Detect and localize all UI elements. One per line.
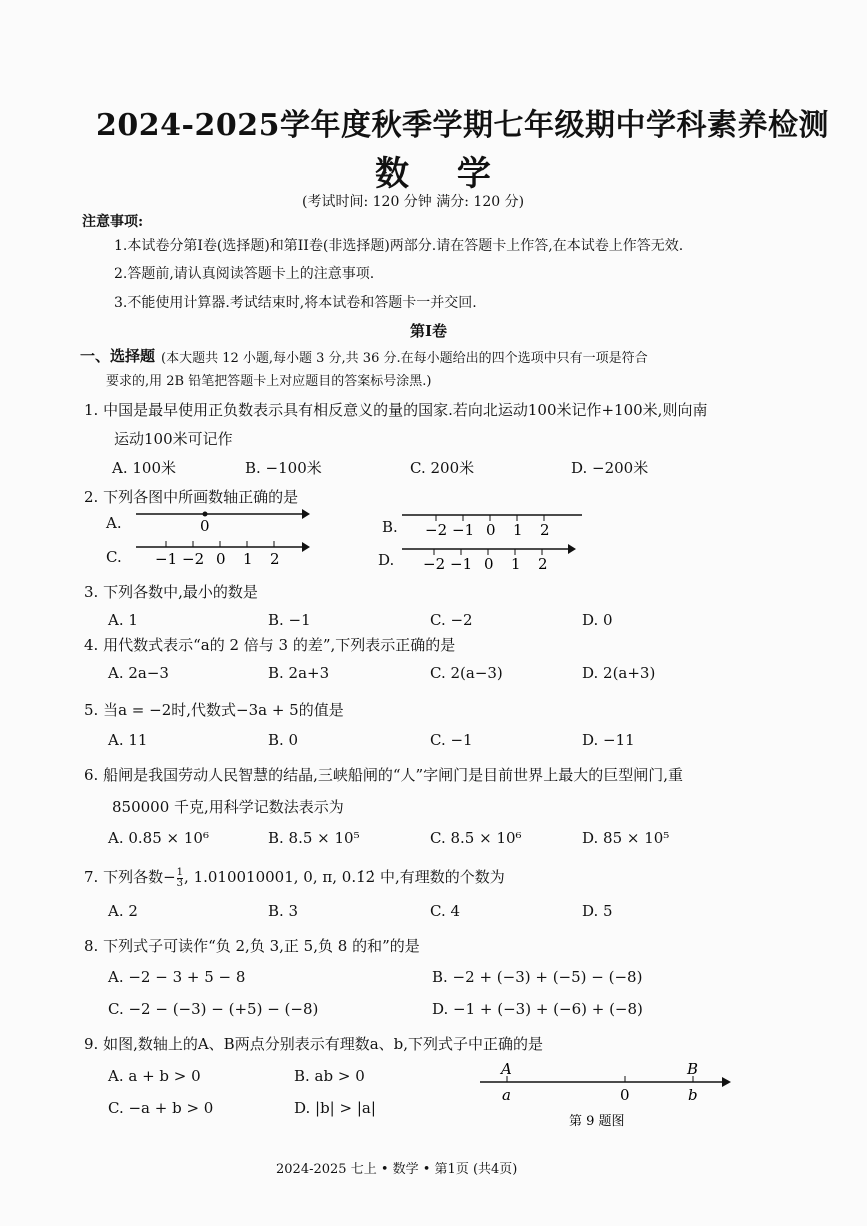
q2-c-tick-2: −2 xyxy=(182,550,205,568)
q2-a-tick-0: 0 xyxy=(200,517,210,535)
q4-option-a: A. 2a−3 xyxy=(108,664,169,682)
q7-stem xyxy=(84,866,505,889)
q2-axis-a xyxy=(136,509,310,535)
q7-frac-den: 3 xyxy=(176,877,184,889)
section-desc-line2: 要求的,用 2B 铅笔把答题卡上对应题目的答案标号涂黑.) xyxy=(106,374,432,389)
q9-option-c: C. −a + b > 0 xyxy=(108,1099,214,1117)
q4-option-d: D. 2(a+3) xyxy=(582,664,656,682)
q2-b-tick-1: −2 xyxy=(425,521,448,539)
q4-stem: 4. 用代数式表示“a的 2 倍与 3 的差”,下列表示正确的是 xyxy=(84,636,456,654)
q6-line2: 850000 千克,用科学记数法表示为 xyxy=(112,798,344,816)
q2-b-tick-3: 0 xyxy=(486,521,496,539)
part-title: 第I卷 xyxy=(410,322,448,340)
q2-b-tick-5: 2 xyxy=(540,521,550,539)
q7-option-c: C. 4 xyxy=(430,902,461,920)
q5-option-d: D. −11 xyxy=(582,731,635,749)
q2-d-tick-5: 2 xyxy=(538,555,548,573)
q9-point-a: A xyxy=(501,1060,512,1078)
q9-option-a: A. a + b > 0 xyxy=(108,1067,201,1085)
q5-option-c: C. −1 xyxy=(430,731,473,749)
q9-number-line xyxy=(480,1060,731,1129)
q2-label-a: A. xyxy=(106,514,122,532)
q5-option-a: A. 11 xyxy=(108,731,148,749)
q2-c-tick-3: 0 xyxy=(216,550,226,568)
q7-fraction xyxy=(177,868,183,889)
q1-option-d: D. −200米 xyxy=(571,459,649,477)
q1-line2: 运动100米可记作 xyxy=(114,430,233,448)
q2-b-tick-2: −1 xyxy=(452,521,475,539)
q2-axis-d xyxy=(402,544,576,573)
q9-val-zero: 0 xyxy=(620,1086,630,1104)
q2-d-tick-2: −1 xyxy=(450,555,473,573)
q2-d-tick-1: −2 xyxy=(423,555,446,573)
q2-label-c: C. xyxy=(106,548,122,566)
q7-option-b: B. 3 xyxy=(268,902,299,920)
q3-stem: 3. 下列各数中,最小的数是 xyxy=(84,583,258,601)
q8-option-c: C. −2 − (−3) − (+5) − (−8) xyxy=(108,1000,319,1018)
q7-option-a: A. 2 xyxy=(108,902,138,920)
q4-option-b: B. 2a+3 xyxy=(268,664,330,682)
q2-b-tick-4: 1 xyxy=(513,521,523,539)
q7-stem-end: , 1.010010001, 0, π, 0.1̇2̇ 中,有理数的个数为 xyxy=(184,868,505,886)
q2-d-tick-4: 1 xyxy=(511,555,521,573)
q1-line1: 1. 中国是最早使用正负数表示具有相反意义的量的国家.若向北运动100米记作+100米,则向南 xyxy=(84,401,708,419)
q3-option-a: A. 1 xyxy=(108,611,138,629)
q3-option-b: B. −1 xyxy=(268,611,311,629)
q8-option-b: B. −2 + (−3) + (−5) − (−8) xyxy=(432,968,643,986)
section-label: 一、选择题 xyxy=(80,347,156,365)
q3-option-d: D. 0 xyxy=(582,611,613,629)
q4-option-c: C. 2(a−3) xyxy=(430,664,503,682)
page-footer: 2024-2025 七上 • 数学 • 第1页 (共4页) xyxy=(276,1162,518,1177)
q8-option-d: D. −1 + (−3) + (−6) + (−8) xyxy=(432,1000,643,1018)
q2-axis-c xyxy=(136,541,310,568)
q2-c-tick-1: −1 xyxy=(155,550,178,568)
q9-option-b: B. ab > 0 xyxy=(294,1067,365,1085)
section-desc-line1: (本大题共 12 小题,每小题 3 分,共 36 分.在每小题给出的四个选项中只有一项是符合 xyxy=(161,351,648,366)
q6-option-c: C. 8.5 × 10⁶ xyxy=(430,829,522,847)
q6-option-a: A. 0.85 × 10⁶ xyxy=(108,829,209,847)
notice-item-2: 2.答题前,请认真阅读答题卡上的注意事项. xyxy=(114,266,375,282)
q2-d-tick-3: 0 xyxy=(484,555,494,573)
q9-option-d: D. |b| > |a| xyxy=(294,1099,376,1117)
q2-stem: 2. 下列各图中所画数轴正确的是 xyxy=(84,488,299,506)
q1-option-c: C. 200米 xyxy=(410,459,475,477)
q9-stem: 9. 如图,数轴上的A、B两点分别表示有理数a、b,下列式子中正确的是 xyxy=(84,1035,544,1053)
exam-info: (考试时间: 120 分钟 满分: 120 分) xyxy=(302,194,525,210)
q2-c-tick-5: 2 xyxy=(270,550,280,568)
q8-option-a: A. −2 − 3 + 5 − 8 xyxy=(108,968,246,986)
q2-label-d: D. xyxy=(378,551,395,569)
q7-stem-start: 7. 下列各数− xyxy=(84,868,176,886)
q6-option-b: B. 8.5 × 10⁵ xyxy=(268,829,360,847)
notice-item-1: 1.本试卷分第I卷(选择题)和第II卷(非选择题)两部分.请在答题卡上作答,在本试卷上作答无效. xyxy=(114,238,684,254)
q5-stem: 5. 当a = −2时,代数式−3a + 5的值是 xyxy=(84,701,344,719)
q7-frac-num: 1 xyxy=(176,866,184,878)
notice-heading: 注意事项: xyxy=(82,214,144,230)
q2-label-b: B. xyxy=(382,518,398,536)
q1-option-b: B. −100米 xyxy=(245,459,322,477)
subject-title: 数 学 xyxy=(375,154,509,194)
q6-option-d: D. 85 × 10⁵ xyxy=(582,829,670,847)
q2-axis-b xyxy=(402,515,582,539)
exam-title: 2024-2025学年度秋季学期七年级期中学科素养检测 xyxy=(96,108,829,143)
q1-option-a: A. 100米 xyxy=(112,459,176,477)
q3-option-c: C. −2 xyxy=(430,611,473,629)
q9-caption: 第 9 题图 xyxy=(569,1114,625,1129)
q6-line1: 6. 船闸是我国劳动人民智慧的结晶,三峡船闸的“人”字闸门是目前世界上最大的巨型闸门,重 xyxy=(84,766,683,784)
q9-val-b: b xyxy=(688,1086,698,1104)
q9-point-b: B xyxy=(687,1060,699,1078)
q7-option-d: D. 5 xyxy=(582,902,613,920)
q8-stem: 8. 下列式子可读作“负 2,负 3,正 5,负 8 的和”的是 xyxy=(84,937,420,955)
q2-c-tick-4: 1 xyxy=(243,550,253,568)
q9-val-a: a xyxy=(502,1086,511,1104)
notice-item-3: 3.不能使用计算器.考试结束时,将本试卷和答题卡一并交回. xyxy=(114,295,477,311)
q5-option-b: B. 0 xyxy=(268,731,299,749)
